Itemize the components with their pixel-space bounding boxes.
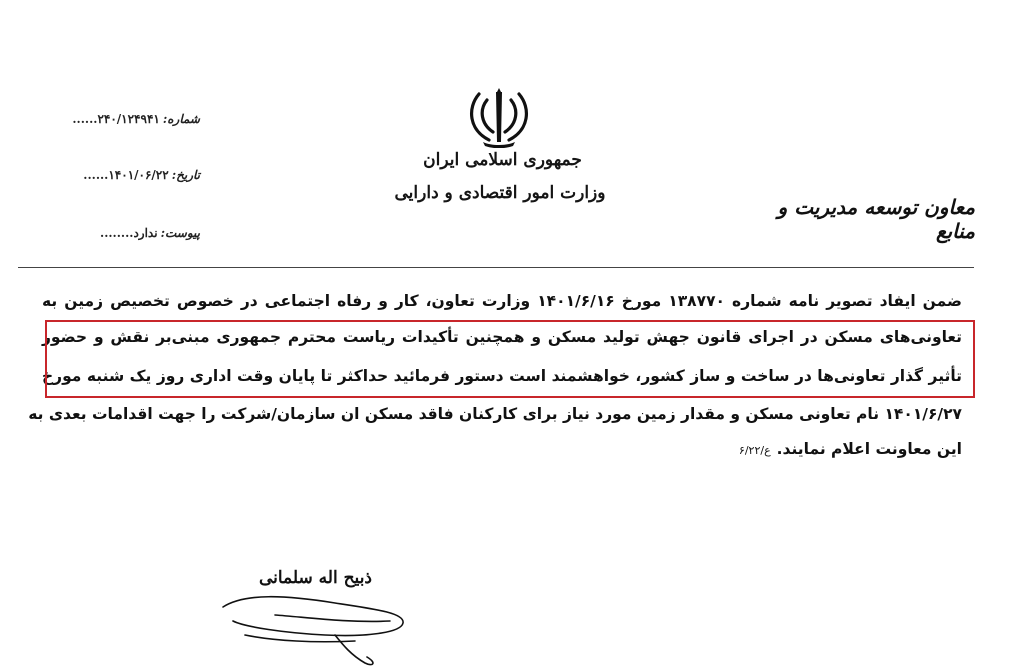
header-divider — [18, 267, 974, 268]
date-label: تاریخ: — [171, 168, 200, 182]
body-line-4: ۱۴۰۱/۶/۲۷ نام تعاونی مسکن و مقدار زمین مورد نیاز برای کارکنان فاقد مسکن ان سازمان/شرکت را جهت اقدامات بعدی به — [28, 405, 962, 423]
country-name: جمهوری اسلامی ایران — [423, 150, 582, 170]
attachment-label: پیوست: — [160, 226, 200, 240]
iran-emblem-icon — [465, 86, 533, 148]
number-value: ۲۴۰/۱۲۴۹۴۱...... — [72, 112, 160, 126]
date-value: ۱۴۰۱/۰۶/۲۲...... — [83, 168, 169, 182]
body-line-5 — [739, 440, 962, 458]
body-line-5-text: این معاونت اعلام نمایند. — [776, 440, 962, 458]
attachment-value: ندارد........ — [100, 226, 158, 240]
letter-number — [30, 112, 200, 126]
ministry-name: وزارت امور اقتصادی و دارایی — [394, 183, 606, 203]
reference-note: ع/۶/۲۲ — [738, 444, 771, 457]
signatory-name: ذبیح اله سلمانی — [258, 568, 372, 588]
body-line-2: تعاونی‌های مسکن در اجرای قانون جهش تولید مسکن و همچنین تأکیدات ریاست محترم جمهوری مبنی‌بر نقش و حضور — [42, 328, 962, 346]
letter-date — [30, 168, 200, 182]
letter-attachment — [30, 226, 200, 240]
signature-scribble — [215, 585, 415, 670]
body-line-3: تأثیر گذار تعاونی‌ها در ساخت و ساز کشور، خواهشمند است دستور فرمائید حداکثر تا پایان وقت اداری روز یک شنبه مورخ — [42, 367, 962, 385]
body-line-1: ضمن ایفاد تصویر نامه شماره ۱۳۸۷۷۰ مورخ ۱۴۰۱/۶/۱۶ وزارت تعاون، کار و رفاه اجتماعی در خصوص تخصیص زمین به — [42, 292, 962, 310]
highlight-box — [45, 320, 975, 398]
number-label: شماره: — [162, 112, 200, 126]
deputy-title: معاون توسعه مدیریت و منابع — [777, 195, 975, 243]
